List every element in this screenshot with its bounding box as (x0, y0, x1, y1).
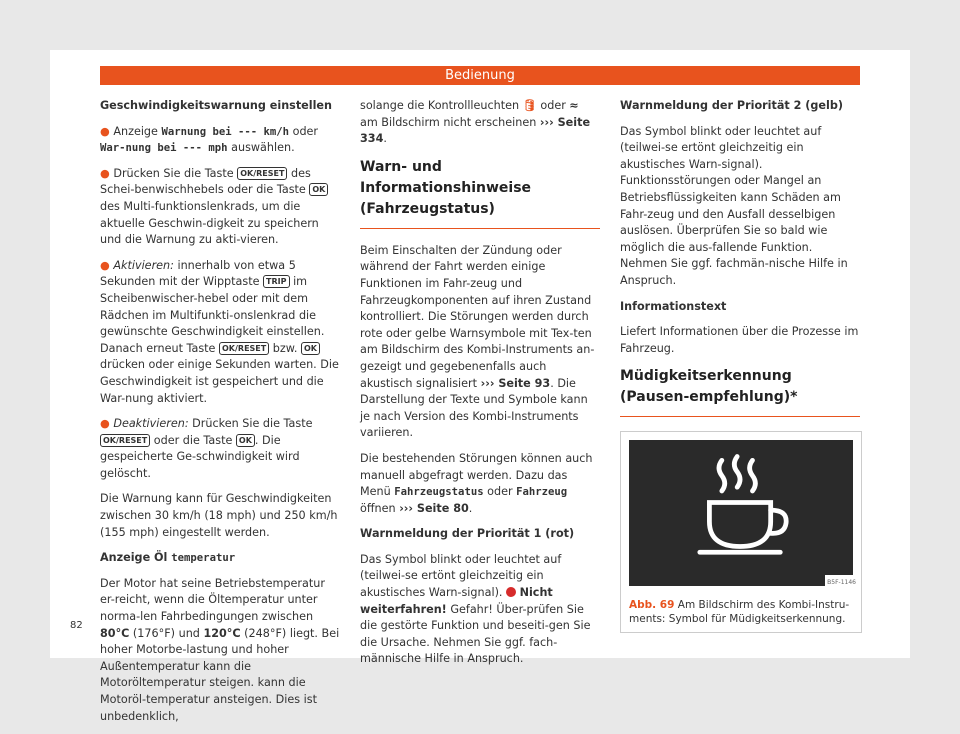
page-number: 82 (70, 620, 83, 631)
column-1 (100, 98, 340, 734)
section-title-fatigue: Müdigkeitserkennung (Pausen-empfehlung)* (620, 366, 860, 417)
column-2 (360, 98, 600, 677)
okreset-key-icon: OK/RESET (237, 167, 287, 180)
oil-level-icon: ≈ (569, 99, 579, 112)
ok-key-icon: OK (309, 183, 328, 196)
column-3 (620, 98, 860, 633)
ok-key-icon: OK (236, 434, 255, 447)
heading-info-text: Informationstext (620, 299, 727, 313)
bullet-1: ● Anzeige Warnung bei --- km/h oder War-nung bei --- mph auswählen. (100, 124, 319, 155)
paragraph-warning-lights: solange die Kontrollleuchten 🛢 oder ≈ am Bildschirm nicht erscheinen ››› Seite 334. (360, 99, 591, 146)
section-title-vehicle-status: Warn- und Informationshinweise (Fahrzeugstatus) (360, 157, 600, 229)
figure-69 (620, 431, 862, 633)
bullet-4: ● Deaktivieren: Drücken Sie die Taste OK/RESET oder die Taste OK . Die gespeicherte Ge-schwindigkeit wird gelöscht. (100, 417, 313, 480)
heading-oil-temp: Anzeige Öl temperatur (100, 551, 236, 565)
page-link-93[interactable]: ››› Seite 93 (480, 376, 551, 390)
paragraph-oil-temp: Der Motor hat seine Betriebstemperatur er-reicht, wenn die Öltemperatur unter norma-len Fahrbedingungen zwischen 80°C (176°F) und 120°C (248°F) liegt. Bei hoher Motorbe-lastung und hoher Außentemperatur kann die Motoröltemperatur steigen. kann die Motoröl-temperatur ansteigen. Dies ist unbedenklich, (100, 576, 340, 723)
instrument-screen (629, 440, 853, 586)
paragraph-manual-query: Die bestehenden Störungen können auch manuell abgefragt werden. Dazu das Menü Fahrzeugstatus oder Fahrzeug öffnen ››› Seite 80. (360, 451, 593, 515)
paragraph-priority-2: Das Symbol blinkt oder leuchtet auf (teilwei-se ertönt gleichzeitig ein akustisches Warn-signal). Funktionsstörungen oder Mangel an Betriebsflüssigkeiten kann Schäden am Fahr-zeug und den Ausfall desselbigen auslösen. Überprüfen Sie so bald wie möglich die aus-fallende Funktion. Nehmen Sie ggf. fachmän-nische Hilfe in Anspruch. (620, 124, 848, 287)
ok-key-icon: OK (301, 342, 320, 355)
paragraph-info-text: Liefert Informationen über die Prozesse im Fahrzeug. (620, 325, 859, 355)
page-header: Bedienung (100, 66, 860, 85)
figure-caption: Abb. 69 Am Bildschirm des Kombi-Instru-ments: Symbol für Müdigkeitserkennung. (621, 594, 861, 632)
heading-priority-1: Warnmeldung der Priorität 1 (rot) (360, 527, 575, 541)
okreset-key-icon: OK/RESET (100, 434, 150, 447)
page-link-80[interactable]: ››› Seite 80 (399, 501, 469, 515)
paragraph-priority-1: Das Symbol blinkt oder leuchtet auf (teilwei-se ertönt gleichzeitig ein akustisches Warn-signal). Nicht weiterfahren! Gefahr! Über-prüfen Sie die gestörte Funktion und beseiti-gen Sie die Ursache. Nehmen Sie ggf. fach-männische Hilfe in Anspruch. (360, 552, 591, 666)
trip-key-icon: TRIP (263, 275, 289, 288)
oil-can-icon: 🛢 (522, 99, 537, 112)
bullet-2: ● Drücken Sie die Taste OK/RESET des Schei-benwischhebels oder die Taste OK des Multi-funktionslenkrads, um die aktuelle Geschwin-digkeit zu speichern und die Warnung zu akti-vieren. (100, 166, 340, 249)
coffee-cup-icon (629, 440, 853, 586)
heading-speed-warning: Geschwindigkeitswarnung einstellen (100, 99, 332, 112)
paragraph-speed-range: Die Warnung kann für Geschwindigkeiten zwischen 30 km/h (18 mph) und 250 km/h (155 mph) eingestellt werden. (100, 492, 338, 539)
page-link-334[interactable]: ››› Seite 334 (360, 115, 591, 146)
paragraph-status-intro: Beim Einschalten der Zündung oder während der Fahrt werden einige Funktionen im Fahr-zeug und Fahrzeugkomponenten auf ihren Zustand kontrolliert. Die Störungen werden durch rote oder gelbe Warnsymbole mit Tex-ten am Bildschirm des Kombi-Instruments an-gezeigt und gegebenenfalls auch akustisch signalisiert ››› Seite 93. Die Darstellung der Texte und Symbole kann je nach Version des Kombi-Instruments variieren. (360, 243, 595, 440)
okreset-key-icon: OK/RESET (219, 342, 269, 355)
red-warning-icon (506, 587, 516, 597)
figure-code: B5F-1146 (825, 575, 858, 592)
bullet-3: ● Aktivieren: innerhalb von etwa 5 Sekunden mit der Wipptaste TRIP im Scheibenwischer-hebel oder mit dem Rädchen im Multifunkti-onslenkrad die gewünschte Geschwindigkeit einstellen. Danach erneut Taste OK/RESET bzw. OK drücken oder einige Sekunden warten. Die Geschwindigkeit ist gespeichert und die War-nung aktiviert. (100, 258, 339, 405)
heading-priority-2: Warnmeldung der Priorität 2 (gelb) (620, 99, 843, 112)
